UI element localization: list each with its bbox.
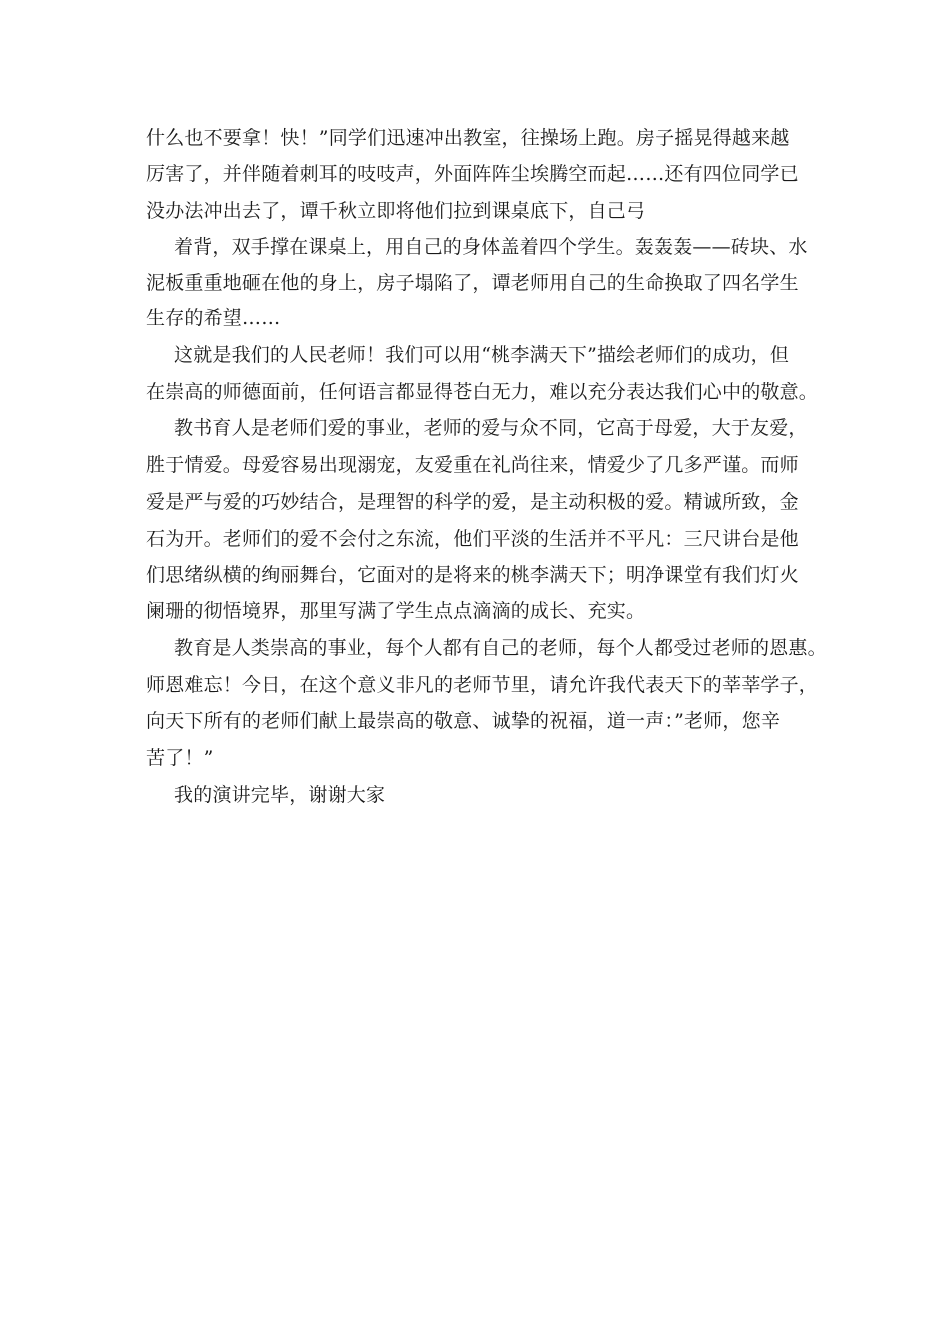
text-line: 向天下所有的老师们献上最崇高的敬意、诚挚的祝福，道一声：”老师，您辛 [146,710,781,732]
text-line: 没办法冲出去了，谭千秋立即将他们拉到课桌底下，自己弓 [146,200,646,222]
text-line: 生存的希望…… [146,307,281,329]
text-line: 泥板重重地砸在他的身上，房子塌陷了，谭老师用自己的生命换取了四名学生 [146,272,799,294]
text-line: 着背，双手撑在课桌上，用自己的身体盖着四个学生。轰轰轰——砖块、水 [174,236,808,258]
text-line: 石为开。老师们的爱不会付之东流，他们平淡的生活并不平凡：三尺讲台是他 [146,528,799,550]
text-line: 教育是人类崇高的事业，每个人都有自己的老师，每个人都受过老师的恩惠。 [174,637,827,659]
text-line: 什么也不要拿！快！”同学们迅速冲出教室，往操场上跑。房子摇晃得越来越 [146,127,790,149]
text-line: 爱是严与爱的巧妙结合，是理智的科学的爱，是主动积极的爱。精诚所致，金 [146,491,799,513]
text-line: 苦了！” [146,747,214,769]
text-line: 们思绪纵横的绚丽舞台，它面对的是将来的桃李满天下；明净课堂有我们灯火 [146,564,799,586]
text-line: 教书育人是老师们爱的事业，老师的爱与众不同，它高于母爱，大于友爱， [174,417,808,439]
text-line: 我的演讲完毕，谢谢大家 [174,784,386,806]
text-line: 在崇高的师德面前，任何语言都显得苍白无力，难以充分表达我们心中的敬意。 [146,381,819,403]
text-line: 阑珊的彻悟境界，那里写满了学生点点滴滴的成长、充实。 [146,600,646,622]
text-line: 厉害了，并伴随着刺耳的吱吱声，外面阵阵尘埃腾空而起……还有四位同学已 [146,163,799,185]
text-line: 这就是我们的人民老师！我们可以用“桃李满天下”描绘老师们的成功，但 [174,344,790,366]
text-line: 胜于情爱。母爱容易出现溺宠，友爱重在礼尚往来，情爱少了几多严谨。而师 [146,454,799,476]
text-line: 师恩难忘！今日，在这个意义非凡的老师节里，请允许我代表天下的莘莘学子， [146,674,819,696]
